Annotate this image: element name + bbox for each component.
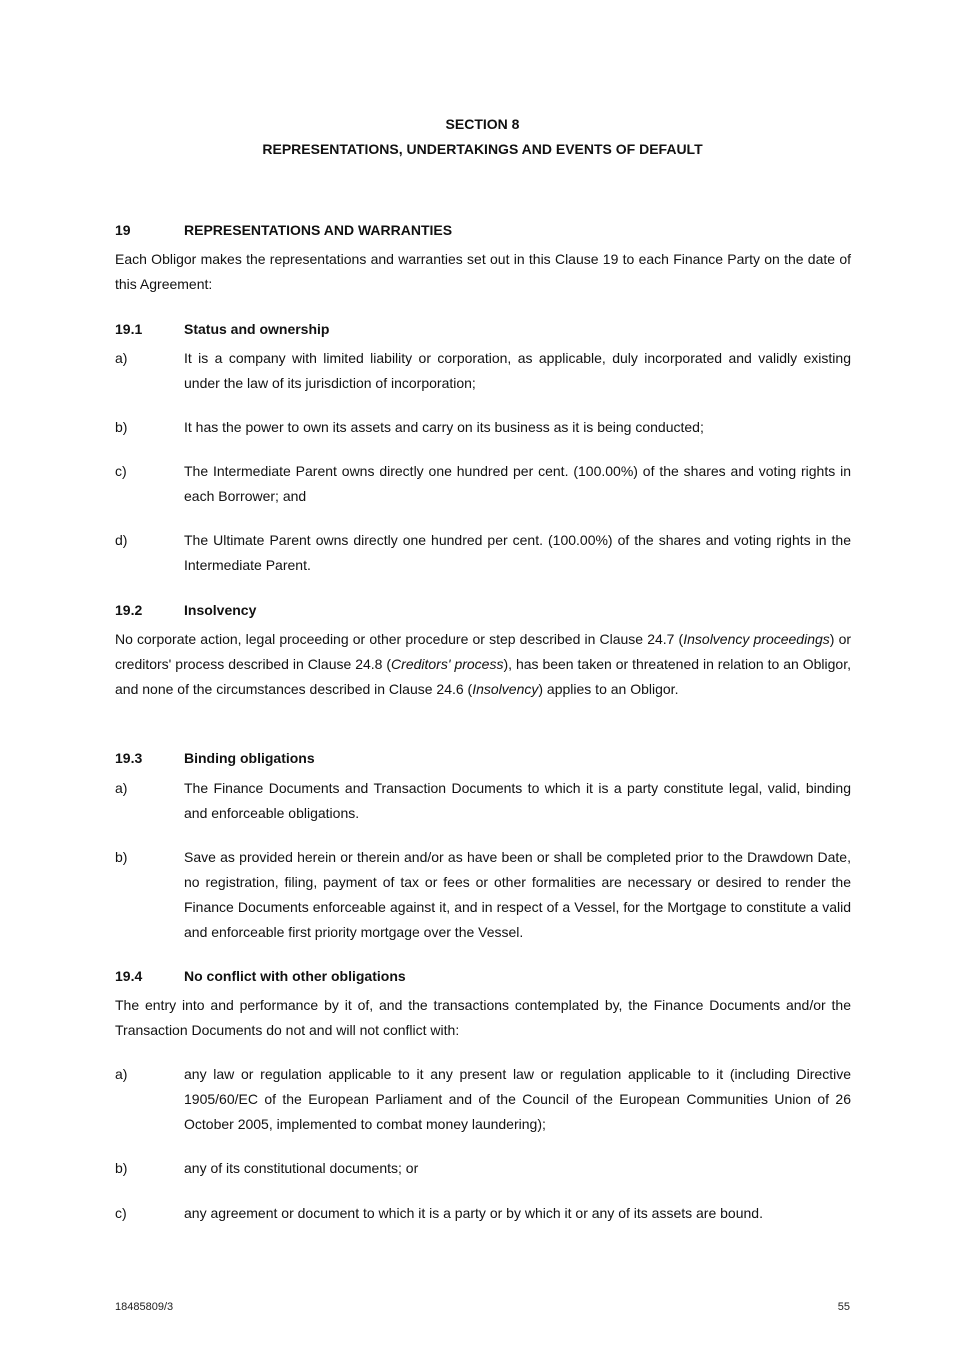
item-label: a) xyxy=(115,350,128,366)
section-label: SECTION 8 xyxy=(445,116,520,132)
item-text: Save as provided herein or therein and/or as have been or shall be completed prior to the Drawdown Date, no registration, filing, payment of tax or fees or other formalities are necessary or desired to render the Finance Documents enforceable against it, and in respect of a Vessel, for the Mortgage to constitute a valid and enforceable first priority mortgage over the Vessel. xyxy=(184,849,851,940)
item-text: any of its constitutional documents; or xyxy=(184,1160,419,1176)
document-reference: 18485809/3 xyxy=(115,1301,174,1313)
subclause-heading: Binding obligations xyxy=(184,750,315,766)
text-run: ) or creditors' process described in Clause 24.8 ( xyxy=(115,631,852,672)
subclause-number: 19.1 xyxy=(115,321,143,337)
item-text: any agreement or document to which it is a party or by which it or any of its assets are bound. xyxy=(184,1205,763,1221)
subclause-number: 19.3 xyxy=(115,750,143,766)
insolvency-paragraph xyxy=(115,627,851,702)
clause-reference: Insolvency xyxy=(472,681,539,697)
section-title: REPRESENTATIONS, UNDERTAKINGS AND EVENTS OF DEFAULT xyxy=(262,141,703,157)
clause-number: 19 xyxy=(115,222,131,238)
clause-heading: REPRESENTATIONS AND WARRANTIES xyxy=(184,222,453,238)
subclause-heading: No conflict with other obligations xyxy=(184,968,406,984)
item-text: The Finance Documents and Transaction Documents to which it is a party constitute legal, valid, binding and enforceable obligations. xyxy=(184,780,851,821)
subclause-number: 19.4 xyxy=(115,968,143,984)
clause-intro: Each Obligor makes the representations and warranties set out in this Clause 19 to each Finance Party on the date of this Agreement: xyxy=(115,251,851,292)
item-text: any law or regulation applicable to it any present law or regulation applicable to it (including Directive 1905/60/EC of the European Parliament and of the Council of the European Communities Union of 26 October 2005, implemented to combat money laundering); xyxy=(184,1066,851,1132)
subclause-heading: Status and ownership xyxy=(184,321,330,337)
item-label: b) xyxy=(115,849,128,865)
item-label: b) xyxy=(115,1160,128,1176)
item-text: It has the power to own its assets and carry on its business as it is being conducted; xyxy=(184,419,704,435)
clause-reference: Insolvency proceedings xyxy=(683,631,830,647)
text-run: ) applies to an Obligor. xyxy=(538,681,679,697)
page-number: 55 xyxy=(837,1301,850,1313)
clause-reference: Creditors' process xyxy=(391,656,504,672)
item-text: The Ultimate Parent owns directly one hundred per cent. (100.00%) of the shares and voting rights in the Intermediate Parent. xyxy=(184,532,851,573)
item-label: c) xyxy=(115,1205,127,1221)
item-label: d) xyxy=(115,532,128,548)
text-run: No corporate action, legal proceeding or other procedure or step described in Clause 24.7 ( xyxy=(115,631,684,647)
clause-intro: The entry into and performance by it of, and the transactions contemplated by, the Finance Documents and/or the Transaction Documents do not and will not conflict with: xyxy=(115,997,851,1038)
subclause-number: 19.2 xyxy=(115,602,143,618)
item-label: c) xyxy=(115,463,127,479)
text-run: ), has been taken or threatened in relation to an Obligor, and none of the circumstances described in Clause 24.6 ( xyxy=(115,656,851,697)
subclause-heading: Insolvency xyxy=(184,602,257,618)
item-label: b) xyxy=(115,419,128,435)
item-label: a) xyxy=(115,1066,128,1082)
item-text: It is a company with limited liability or corporation, as applicable, duly incorporated and validly existing under the law of its jurisdiction of incorporation; xyxy=(184,350,851,391)
item-label: a) xyxy=(115,780,128,796)
item-text: The Intermediate Parent owns directly one hundred per cent. (100.00%) of the shares and voting rights in each Borrower; and xyxy=(184,463,851,504)
